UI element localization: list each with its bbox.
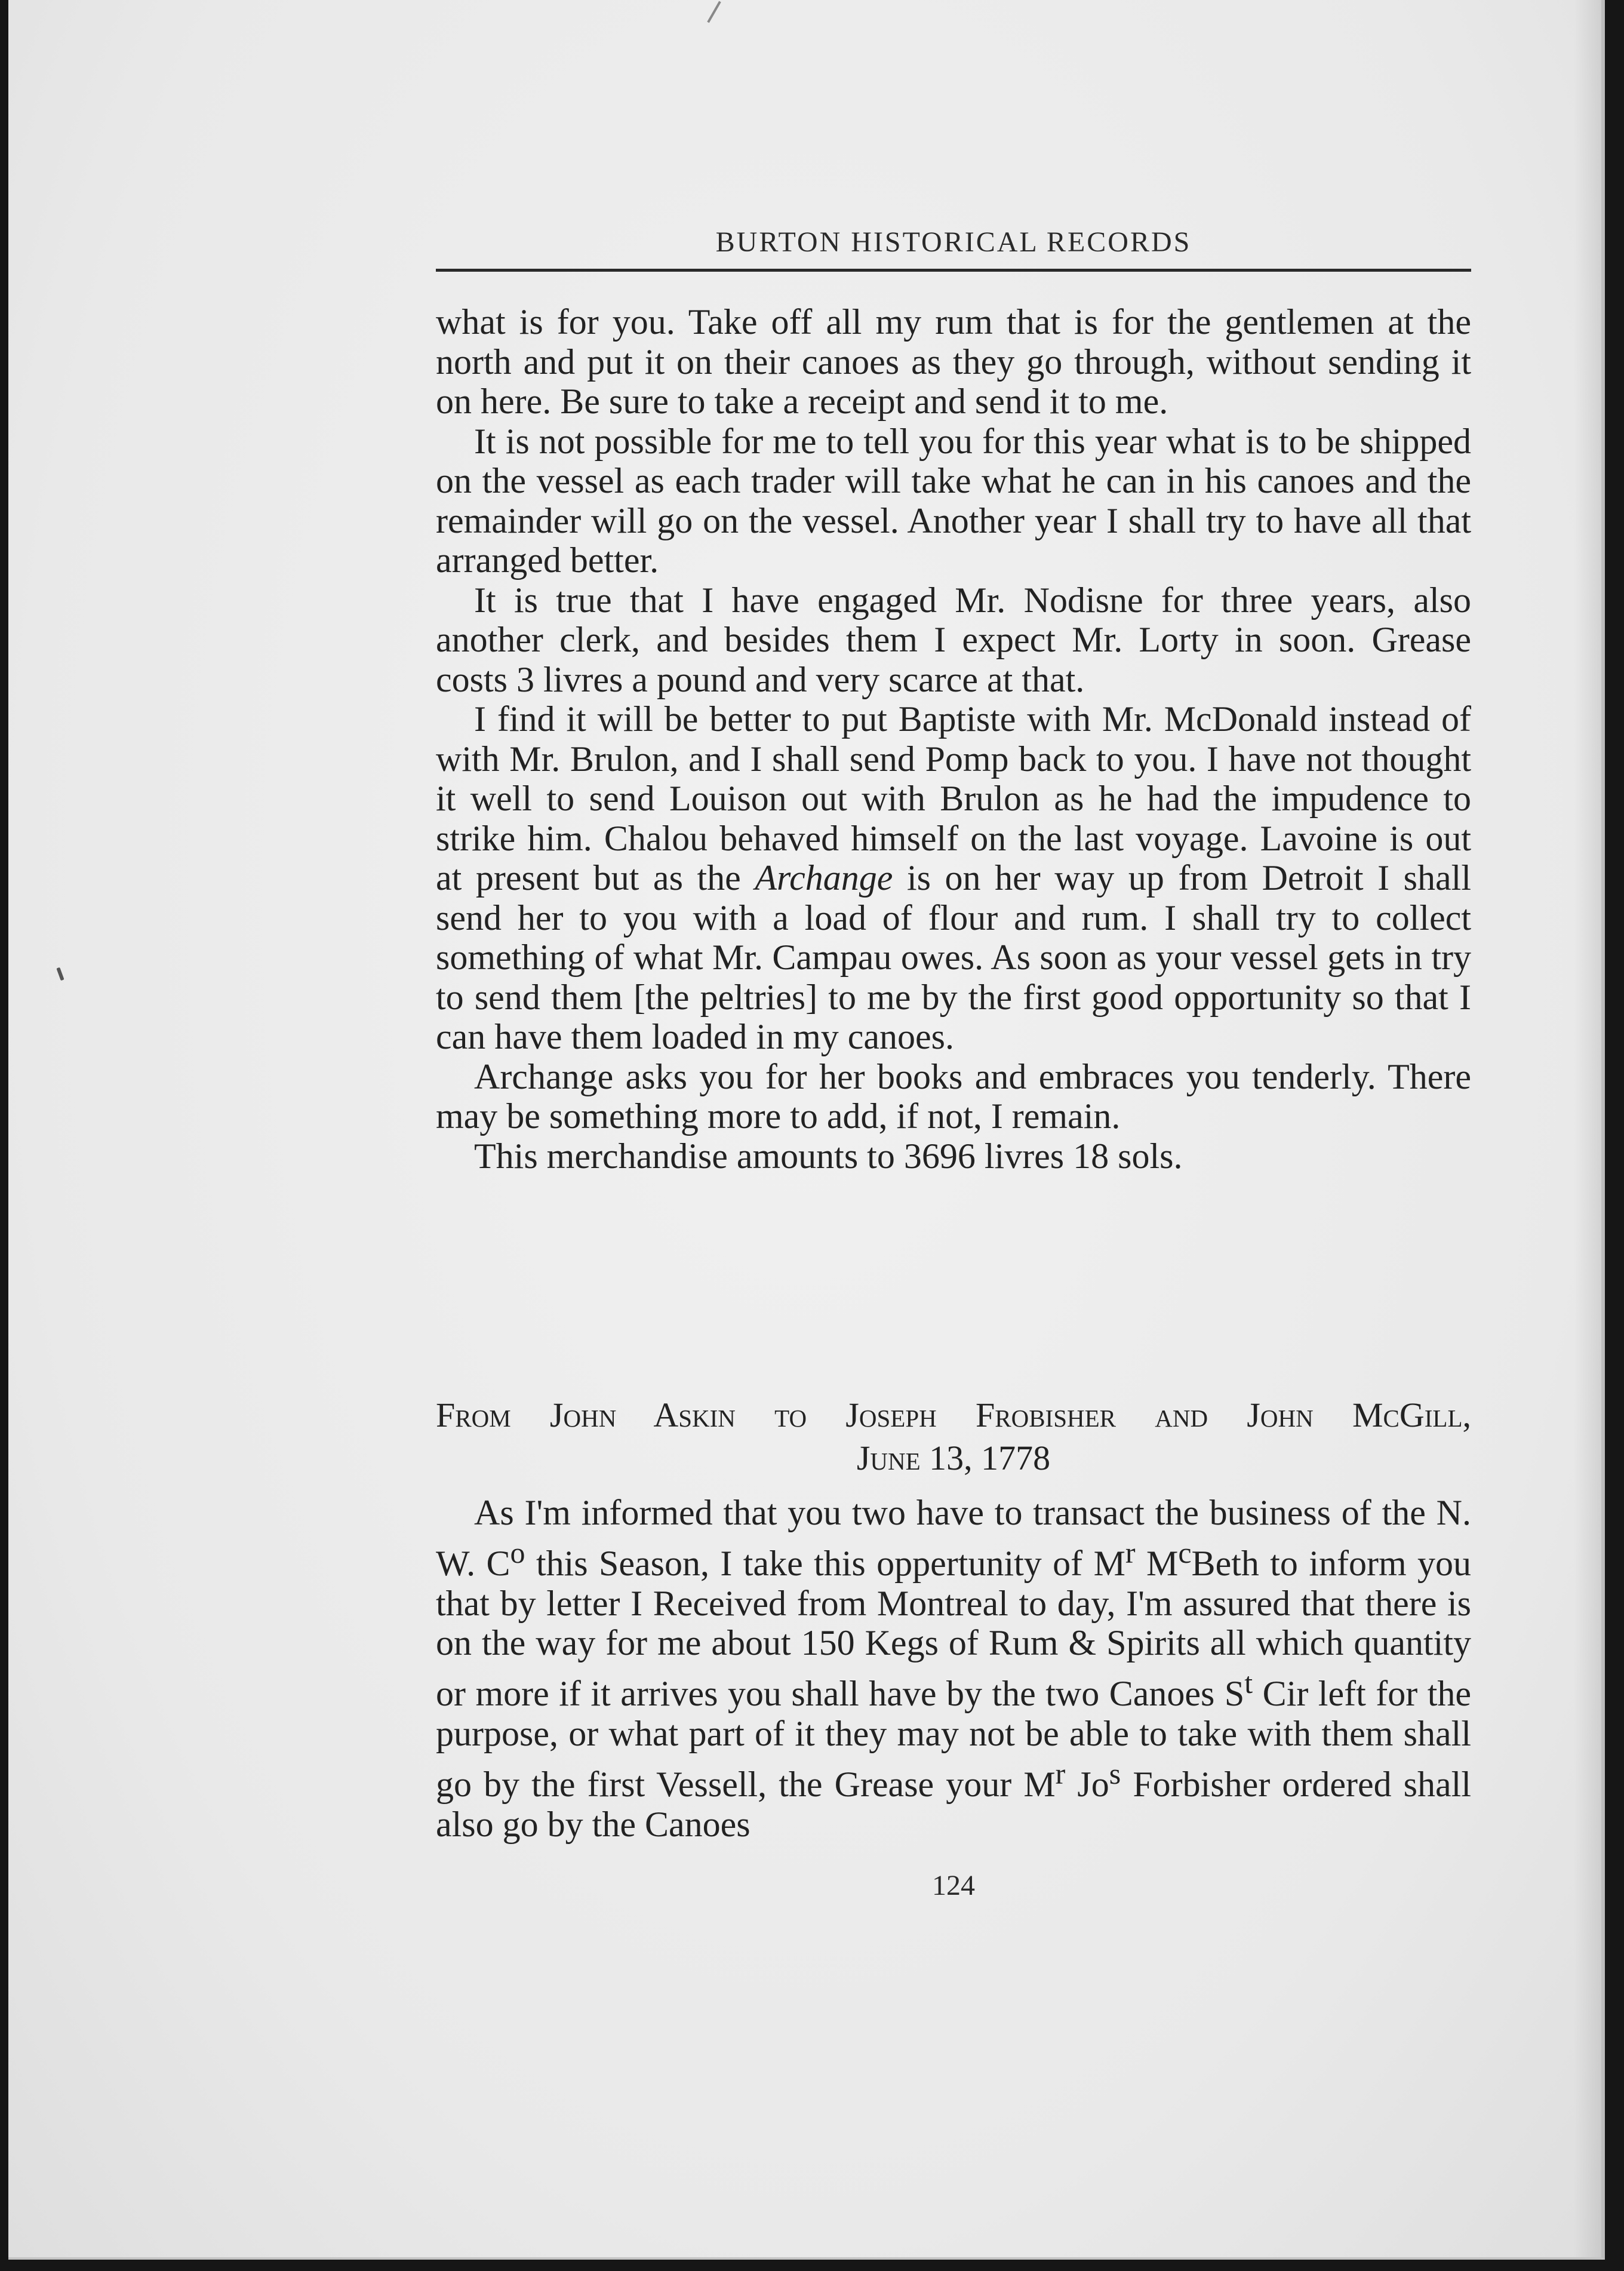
letter-heading — [436, 1394, 1471, 1480]
text-run: Cir left for the purpose, or what part of it they may not be able to take with them shall go by the first Vessell, the Grease your — [436, 1674, 1471, 1804]
text-run: Forbisher ordered shall also go by the Canoes — [436, 1764, 1471, 1844]
paragraph: It is true that I have engaged Mr. Nodisne for three years, also another clerk, and besides them I expect Mr. Lorty in soon. Grease costs 3 livres a pound and very scarce at that. — [436, 580, 1471, 699]
superscript: c — [1178, 1535, 1192, 1569]
superscript: t — [1244, 1666, 1253, 1700]
body-text — [436, 302, 1471, 1176]
margin-mark — [56, 967, 64, 981]
text-run — [1065, 1765, 1077, 1804]
page-number: 124 — [932, 1870, 975, 1901]
book-page — [8, 0, 1605, 2260]
letter-text — [436, 1493, 1471, 1844]
superscript: r — [1055, 1756, 1066, 1790]
page-edge-shadow — [1574, 0, 1601, 2257]
paragraph: Archange asks you for her books and embraces you tenderly. There may be something more to add, if not, I remain. — [436, 1056, 1471, 1136]
text-run: S — [1224, 1674, 1245, 1714]
paragraph: This merchandise amounts to 3696 livres 18 sols. — [474, 1136, 1183, 1176]
vessel-name-italic: Archange — [755, 858, 893, 898]
text-run: this Season, I take this oppertunity of — [525, 1543, 1094, 1583]
paragraph — [436, 1493, 1471, 1844]
text-run: As I'm informed that you two have to transact the business of the N. W. — [436, 1493, 1471, 1583]
paragraph: It is not possible for me to tell you for this year what is to be shipped on the vessel as each trader will take what he can in his canoes and the remainder will go on the vessel. Another year I shall try to have all that arranged better. — [436, 421, 1471, 580]
superscript: r — [1125, 1535, 1136, 1569]
paragraph-text: is on her way up from Detroit I shall send her to you with a load of flour and rum. I shall try to collect something of what Mr. Campau owes. As soon as your vessel gets in try to send them [the peltries] to me by the first good opportunity so that I can have them loaded in my canoes. — [436, 858, 1471, 1056]
paragraph-continued: what is for you. Take off all my rum that is for the gentlemen at the north and put it on their canoes as they go through, without sending it on here. Be sure to take a receipt and send it to me. — [436, 302, 1471, 421]
letter-date: June 13, 1778 — [856, 1439, 1051, 1477]
paragraph — [436, 699, 1471, 1057]
text-run: M — [1023, 1764, 1056, 1804]
running-head: BURTON HISTORICAL RECORDS — [715, 226, 1192, 258]
superscript: o — [510, 1535, 525, 1569]
superscript: s — [1109, 1756, 1121, 1790]
text-run: C — [486, 1543, 510, 1583]
text-run — [1136, 1544, 1146, 1583]
header-rule — [436, 269, 1471, 272]
text-run: M — [1146, 1543, 1179, 1583]
paper-mark — [707, 1, 721, 23]
text-run: Beth to inform you that by letter I Received from Montreal to day, I'm assured that there is on the way for me about 150 Kegs of Rum & Spirits all which quantity or more if it arrives you shall have by the two Canoes — [436, 1543, 1472, 1714]
text-run: Jo — [1077, 1764, 1109, 1804]
letter-heading-line: From John Askin to Joseph Frobisher and John McGill, — [436, 1396, 1471, 1434]
text-run: M — [1093, 1543, 1125, 1583]
paragraph-text: I find it will be better to put Baptiste with Mr. McDonald instead of with Mr. Brulon, and I shall send Pomp back to you. I have not thought it well to send Louison out with Brulon as he had the impudence to strike him. Chalou behaved himself on the last voyage. Lavoine is out at present but as the — [436, 699, 1471, 898]
